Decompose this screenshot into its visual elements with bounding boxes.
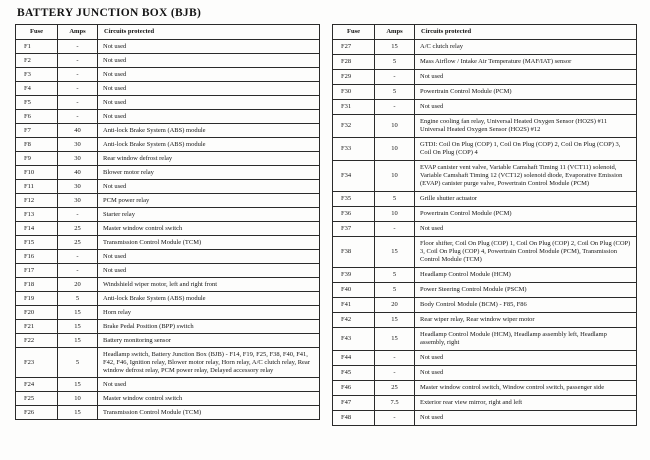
fuse-column-header: Fuse [16, 25, 58, 40]
amps-cell: - [375, 411, 415, 426]
fuse-cell: F3 [16, 68, 58, 82]
circuits-cell: Anti-lock Brake System (ABS) module [98, 124, 320, 138]
fuse-cell: F19 [16, 292, 58, 306]
amps-cell: 10 [375, 115, 415, 138]
amps-cell: 5 [58, 348, 98, 378]
fuse-row [16, 292, 320, 306]
fuse-cell: F42 [333, 313, 375, 328]
circuits-cell: Not used [98, 82, 320, 96]
amps-cell: 25 [58, 236, 98, 250]
amps-cell: - [375, 366, 415, 381]
fuse-cell: F32 [333, 115, 375, 138]
fuse-row [16, 264, 320, 278]
fuse-row [16, 406, 320, 420]
fuse-row [333, 100, 637, 115]
fuse-cell: F35 [333, 192, 375, 207]
amps-cell: 30 [58, 194, 98, 208]
fuse-cell: F18 [16, 278, 58, 292]
fuse-row [333, 138, 637, 161]
amps-cell: 15 [58, 334, 98, 348]
amps-cell: - [58, 250, 98, 264]
amps-cell: 5 [375, 268, 415, 283]
fuse-row [333, 283, 637, 298]
fuse-row [16, 96, 320, 110]
amps-cell: 15 [375, 313, 415, 328]
fuse-row [333, 237, 637, 268]
fuse-cell: F20 [16, 306, 58, 320]
fuse-cell: F4 [16, 82, 58, 96]
fuse-cell: F1 [16, 40, 58, 54]
amps-cell: 15 [58, 306, 98, 320]
circuits-cell: Rear window defrost relay [98, 152, 320, 166]
fuse-row [333, 366, 637, 381]
amps-cell: 15 [58, 320, 98, 334]
circuits-cell: Master window control switch [98, 392, 320, 406]
fuse-cell: F11 [16, 180, 58, 194]
amps-cell: 40 [58, 124, 98, 138]
fuse-cell: F13 [16, 208, 58, 222]
fuse-cell: F27 [333, 40, 375, 55]
fuse-row [16, 320, 320, 334]
fuse-row [333, 411, 637, 426]
left-table-body [16, 40, 320, 420]
circuits-cell: Grille shutter actuator [415, 192, 637, 207]
circuits-cell: Not used [98, 110, 320, 124]
fuse-cell: F9 [16, 152, 58, 166]
fuse-cell: F37 [333, 222, 375, 237]
amps-cell: 15 [375, 237, 415, 268]
amps-column-header: Amps [375, 25, 415, 40]
circuits-cell: Not used [98, 54, 320, 68]
fuse-row [16, 68, 320, 82]
fuse-cell: F48 [333, 411, 375, 426]
header-row [333, 25, 637, 40]
circuits-cell: Not used [98, 96, 320, 110]
fuse-cell: F14 [16, 222, 58, 236]
fuse-row [16, 138, 320, 152]
fuse-row [16, 110, 320, 124]
circuits-cell: Powertrain Control Module (PCM) [415, 85, 637, 100]
fuse-cell: F38 [333, 237, 375, 268]
fuse-row [333, 70, 637, 85]
circuits-cell: Powertrain Control Module (PCM) [415, 207, 637, 222]
fuse-row [16, 278, 320, 292]
fuse-row [333, 381, 637, 396]
fuse-cell: F39 [333, 268, 375, 283]
fuse-row [16, 166, 320, 180]
circuits-cell: Windshield wiper motor, left and right front [98, 278, 320, 292]
fuse-cell: F23 [16, 348, 58, 378]
fuse-cell: F5 [16, 96, 58, 110]
circuits-cell: Not used [415, 351, 637, 366]
left-table-wrap [15, 24, 320, 420]
amps-cell: 10 [375, 138, 415, 161]
fuse-cell: F8 [16, 138, 58, 152]
circuits-cell: Anti-lock Brake System (ABS) module [98, 292, 320, 306]
circuits-cell: Not used [98, 378, 320, 392]
fuse-row [16, 54, 320, 68]
circuits-cell: Floor shifter, Coil On Plug (COP) 1, Coil On Plug (COP) 2, Coil On Plug (COP) 3, Coil On Plug (COP) 4, Powertrain Control Module (PCM), Transmission Control Module (TCM) [415, 237, 637, 268]
amps-cell: 30 [58, 180, 98, 194]
circuits-cell: Not used [98, 250, 320, 264]
circuits-cell: Headlamp Control Module (HCM), Headlamp assembly left, Headlamp assembly, right [415, 328, 637, 351]
circuits-column-header: Circuits protected [415, 25, 637, 40]
fuse-cell: F24 [16, 378, 58, 392]
fuse-cell: F15 [16, 236, 58, 250]
fuse-cell: F31 [333, 100, 375, 115]
fuse-row [333, 55, 637, 70]
fuse-row [16, 250, 320, 264]
fuse-cell: F29 [333, 70, 375, 85]
amps-cell: - [58, 54, 98, 68]
fuse-row [16, 222, 320, 236]
fuse-cell: F36 [333, 207, 375, 222]
circuits-cell: Transmission Control Module (TCM) [98, 236, 320, 250]
amps-cell: 5 [375, 85, 415, 100]
right-table-body [333, 40, 637, 426]
fuse-cell: F43 [333, 328, 375, 351]
fuse-cell: F47 [333, 396, 375, 411]
circuits-cell: Blower motor relay [98, 166, 320, 180]
amps-cell: 40 [58, 166, 98, 180]
fuse-row [16, 392, 320, 406]
amps-cell: 25 [58, 222, 98, 236]
fuse-row [16, 306, 320, 320]
circuits-cell: Not used [98, 68, 320, 82]
circuits-cell: Headlamp switch, Battery Junction Box (BJB) - F14, F19, F25, F38, F40, F41, F42, F46, Ignition relay, Blower motor relay, Horn relay, A/C clutch relay, Rear window defrost relay, PCM power relay, Delayed accessory relay [98, 348, 320, 378]
circuits-cell: Exterior rear view mirror, right and left [415, 396, 637, 411]
fuse-cell: F16 [16, 250, 58, 264]
fuse-cell: F30 [333, 85, 375, 100]
fuse-cell: F10 [16, 166, 58, 180]
fuse-row [16, 152, 320, 166]
fuse-row [333, 192, 637, 207]
fuse-row [16, 124, 320, 138]
circuits-cell: Mass Airflow / Intake Air Temperature (MAF/IAT) sensor [415, 55, 637, 70]
circuits-cell: Not used [98, 264, 320, 278]
amps-column-header: Amps [58, 25, 98, 40]
amps-cell: 10 [375, 161, 415, 192]
fuse-tables-container [15, 24, 637, 426]
amps-cell: - [58, 82, 98, 96]
circuits-cell: Body Control Module (BCM) - F85, F86 [415, 298, 637, 313]
fuse-row [16, 40, 320, 54]
fuse-cell: F28 [333, 55, 375, 70]
amps-cell: - [375, 70, 415, 85]
amps-cell: 10 [375, 207, 415, 222]
amps-cell: 15 [58, 406, 98, 420]
fuse-row [16, 208, 320, 222]
circuits-cell: Not used [98, 40, 320, 54]
fuse-cell: F44 [333, 351, 375, 366]
fuse-cell: F6 [16, 110, 58, 124]
fuse-cell: F41 [333, 298, 375, 313]
page-title: BATTERY JUNCTION BOX (BJB) [17, 7, 202, 19]
amps-cell: 20 [375, 298, 415, 313]
circuits-cell: Engine cooling fan relay, Universal Heated Oxygen Sensor (HO2S) #11 Universal Heated Oxygen Sensor (HO2S) #12 [415, 115, 637, 138]
amps-cell: - [58, 208, 98, 222]
amps-cell: 5 [375, 283, 415, 298]
fuse-cell: F22 [16, 334, 58, 348]
fuse-row [16, 378, 320, 392]
fuse-cell: F25 [16, 392, 58, 406]
fuse-row [16, 194, 320, 208]
circuits-cell: Not used [415, 70, 637, 85]
circuits-column-header: Circuits protected [98, 25, 320, 40]
circuits-cell: Not used [415, 222, 637, 237]
fuse-row [333, 85, 637, 100]
fuse-cell: F7 [16, 124, 58, 138]
fuse-row [333, 161, 637, 192]
circuits-cell: A/C clutch relay [415, 40, 637, 55]
amps-cell: - [58, 40, 98, 54]
right-table-wrap [332, 24, 637, 426]
fuse-row [333, 298, 637, 313]
circuits-cell: Battery monitoring sensor [98, 334, 320, 348]
circuits-cell: Not used [415, 366, 637, 381]
fuse-cell: F12 [16, 194, 58, 208]
amps-cell: 30 [58, 138, 98, 152]
circuits-cell: Power Steering Control Module (PSCM) [415, 283, 637, 298]
amps-cell: 10 [58, 392, 98, 406]
amps-cell: - [58, 264, 98, 278]
amps-cell: 15 [375, 40, 415, 55]
fuse-cell: F33 [333, 138, 375, 161]
fuse-row [333, 396, 637, 411]
amps-cell: - [58, 110, 98, 124]
fuse-cell: F17 [16, 264, 58, 278]
amps-cell: 30 [58, 152, 98, 166]
circuits-cell: Not used [415, 100, 637, 115]
circuits-cell: Anti-lock Brake System (ABS) module [98, 138, 320, 152]
fuse-cell: F2 [16, 54, 58, 68]
amps-cell: - [375, 100, 415, 115]
amps-cell: 15 [375, 328, 415, 351]
circuits-cell: Transmission Control Module (TCM) [98, 406, 320, 420]
circuits-cell: Master window control switch, Window control switch, passenger side [415, 381, 637, 396]
fuse-row [333, 313, 637, 328]
fuse-row [333, 207, 637, 222]
circuits-cell: EVAP canister vent valve, Variable Camshaft Timing 11 (VCT11) solenoid, Variable Camshaft Timing 12 (VCT12) solenoid diode, Evaporative Emission (EVAP) canister purge valve, Powertrain Control Module (PCM) [415, 161, 637, 192]
amps-cell: 5 [58, 292, 98, 306]
fuse-row [333, 351, 637, 366]
fuse-table-left [15, 24, 320, 420]
fuse-row [333, 40, 637, 55]
fuse-row [333, 328, 637, 351]
fuse-cell: F40 [333, 283, 375, 298]
circuits-cell: Brake Pedal Position (BPP) switch [98, 320, 320, 334]
circuits-cell: GTDI: Coil On Plug (COP) 1, Coil On Plug (COP) 2, Coil On Plug (COP) 3, Coil On Plug (COP) 4 [415, 138, 637, 161]
amps-cell: 15 [58, 378, 98, 392]
amps-cell: 25 [375, 381, 415, 396]
amps-cell: 7.5 [375, 396, 415, 411]
fuse-row [333, 222, 637, 237]
amps-cell: - [58, 68, 98, 82]
fuse-cell: F45 [333, 366, 375, 381]
fuse-cell: F21 [16, 320, 58, 334]
fuse-row [16, 334, 320, 348]
fuse-cell: F26 [16, 406, 58, 420]
fuse-row [16, 236, 320, 250]
amps-cell: 20 [58, 278, 98, 292]
circuits-cell: Headlamp Control Module (HCM) [415, 268, 637, 283]
fuse-row [16, 180, 320, 194]
fuse-column-header: Fuse [333, 25, 375, 40]
header-row [16, 25, 320, 40]
amps-cell: 5 [375, 55, 415, 70]
circuits-cell: PCM power relay [98, 194, 320, 208]
fuse-row [16, 348, 320, 378]
circuits-cell: Starter relay [98, 208, 320, 222]
amps-cell: - [58, 96, 98, 110]
fuse-row [333, 268, 637, 283]
circuits-cell: Master window control switch [98, 222, 320, 236]
fuse-row [16, 82, 320, 96]
circuits-cell: Not used [98, 180, 320, 194]
fuse-row [333, 115, 637, 138]
circuits-cell: Horn relay [98, 306, 320, 320]
amps-cell: - [375, 222, 415, 237]
circuits-cell: Not used [415, 411, 637, 426]
fuse-cell: F46 [333, 381, 375, 396]
fuse-cell: F34 [333, 161, 375, 192]
amps-cell: 5 [375, 192, 415, 207]
amps-cell: - [375, 351, 415, 366]
circuits-cell: Rear wiper relay, Rear window wiper motor [415, 313, 637, 328]
fuse-table-right [332, 24, 637, 426]
